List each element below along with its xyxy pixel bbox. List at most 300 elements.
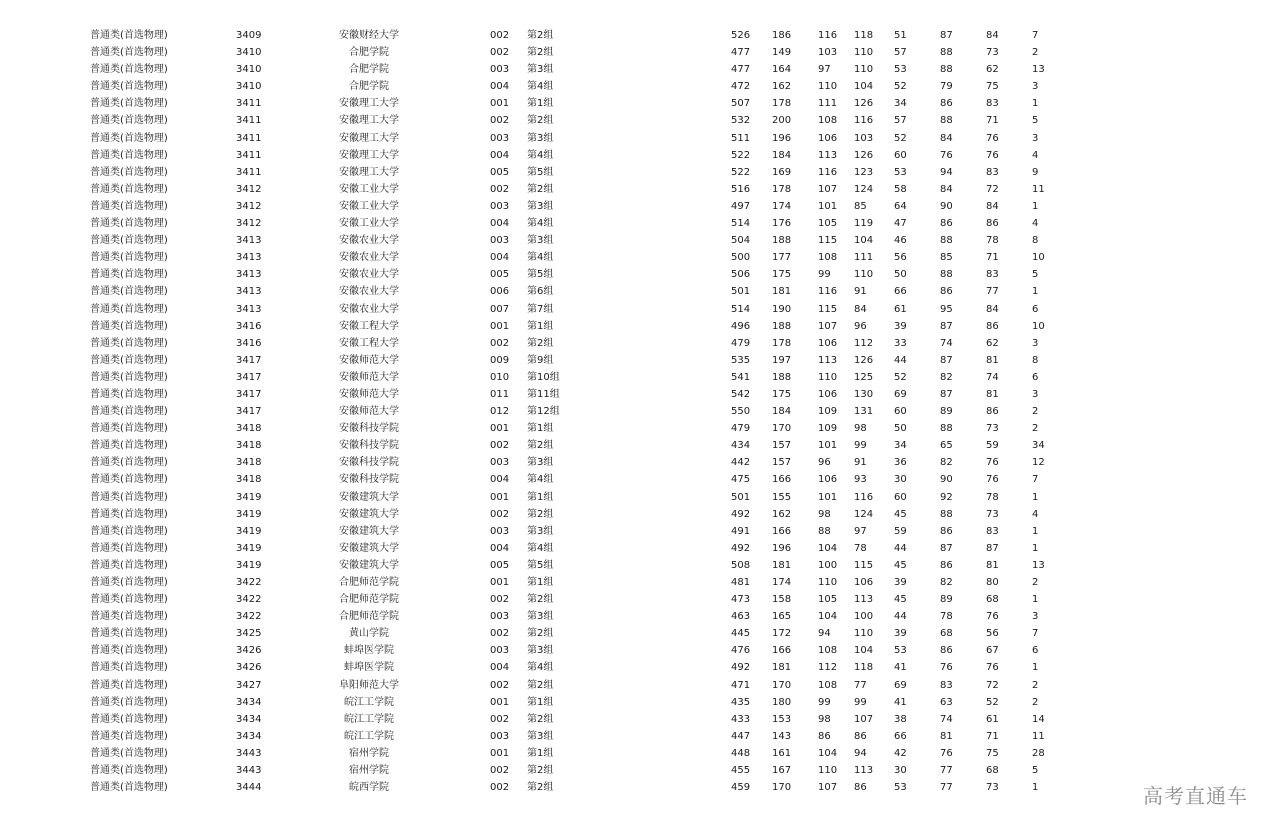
cell-rank-count: 4 (1032, 149, 1039, 161)
cell-category: 普通类(首选物理) (90, 577, 168, 588)
cell-chinese-math-score: 175 (772, 388, 792, 400)
cell-total-score: 471 (731, 679, 751, 691)
cell-score-a: 101 (818, 440, 838, 452)
cell-group-name: 第3组 (527, 730, 554, 742)
cell-score-d: 81 (940, 730, 953, 742)
cell-group-name: 第3组 (527, 611, 554, 623)
cell-score-c: 52 (894, 132, 907, 144)
cell-category: 普通类(首选物理) (90, 508, 168, 520)
cell-category: 普通类(首选物理) (90, 645, 168, 657)
table-row (0, 130, 1280, 147)
cell-group-name: 第2组 (527, 115, 554, 127)
cell-school-code: 3413 (236, 235, 262, 247)
cell-category: 普通类(首选物理) (90, 200, 168, 212)
cell-score-c: 53 (894, 645, 907, 657)
table-row (0, 625, 1280, 642)
cell-score-d: 85 (940, 252, 953, 264)
cell-group-code: 001 (490, 577, 510, 588)
cell-category: 普通类(首选物理) (90, 98, 168, 110)
cell-school-name: 安徽建筑大学 (339, 542, 399, 554)
cell-score-e: 62 (986, 337, 999, 349)
cell-score-a: 106 (818, 474, 838, 486)
cell-school-code: 3413 (236, 252, 262, 264)
cell-group-code: 003 (490, 200, 510, 212)
cell-score-d: 86 (940, 218, 953, 230)
cell-score-c: 56 (894, 252, 907, 264)
cell-score-a: 104 (818, 611, 838, 623)
cell-score-a: 107 (818, 782, 838, 794)
table-row (0, 283, 1280, 300)
cell-chinese-math-score: 167 (772, 765, 792, 777)
cell-chinese-math-score: 166 (772, 474, 792, 486)
cell-score-c: 39 (894, 628, 907, 640)
cell-chinese-math-score: 169 (772, 166, 792, 178)
table-row (0, 454, 1280, 471)
cell-school-code: 3417 (236, 371, 262, 383)
cell-total-score: 516 (731, 183, 751, 195)
table-row (0, 711, 1280, 728)
table-row (0, 164, 1280, 181)
cell-total-score: 542 (731, 388, 751, 400)
cell-score-d: 82 (940, 577, 953, 588)
cell-score-b: 99 (854, 696, 867, 708)
cell-chinese-math-score: 157 (772, 457, 792, 469)
cell-school-name: 蚌埠医学院 (344, 662, 394, 674)
cell-school-name: 安徽农业大学 (339, 303, 399, 315)
cell-group-name: 第5组 (527, 269, 554, 281)
cell-group-code: 003 (490, 64, 510, 76)
cell-score-b: 118 (854, 30, 874, 41)
cell-score-c: 64 (894, 200, 907, 212)
cell-score-c: 60 (894, 491, 907, 503)
cell-category: 普通类(首选物理) (90, 542, 168, 554)
cell-rank-count: 1 (1032, 594, 1039, 606)
cell-group-name: 第2组 (527, 782, 554, 794)
cell-rank-count: 13 (1032, 559, 1045, 571)
cell-school-name: 安徽工程大学 (339, 337, 399, 349)
cell-group-code: 004 (490, 218, 510, 230)
cell-score-c: 41 (894, 696, 907, 708)
cell-group-code: 001 (490, 491, 510, 503)
cell-school-name: 安徽农业大学 (339, 235, 399, 247)
cell-score-d: 92 (940, 491, 953, 503)
cell-category: 普通类(首选物理) (90, 423, 168, 435)
cell-school-code: 3443 (236, 765, 262, 777)
cell-score-e: 83 (986, 269, 999, 281)
cell-score-d: 79 (940, 81, 953, 93)
cell-rank-count: 12 (1032, 457, 1045, 469)
cell-score-c: 45 (894, 559, 907, 571)
cell-score-c: 60 (894, 406, 907, 418)
cell-group-name: 第4组 (527, 474, 554, 486)
cell-school-code: 3412 (236, 200, 262, 212)
cell-category: 普通类(首选物理) (90, 149, 168, 161)
cell-total-score: 472 (731, 81, 751, 93)
cell-school-name: 安徽农业大学 (339, 286, 399, 298)
cell-total-score: 475 (731, 474, 751, 486)
cell-score-c: 47 (894, 218, 907, 230)
cell-group-name: 第4组 (527, 81, 554, 93)
cell-group-code: 001 (490, 423, 510, 435)
cell-total-score: 435 (731, 696, 751, 708)
cell-category: 普通类(首选物理) (90, 679, 168, 691)
cell-group-code: 005 (490, 269, 510, 281)
cell-rank-count: 1 (1032, 200, 1039, 212)
cell-score-b: 123 (854, 166, 874, 178)
table-row (0, 471, 1280, 488)
cell-chinese-math-score: 172 (772, 628, 792, 640)
cell-school-name: 安徽科技学院 (339, 440, 399, 452)
cell-rank-count: 5 (1032, 269, 1039, 281)
cell-category: 普通类(首选物理) (90, 747, 168, 759)
cell-score-b: 125 (854, 371, 874, 383)
cell-score-a: 105 (818, 594, 838, 606)
cell-score-e: 86 (986, 218, 999, 230)
table-row (0, 403, 1280, 420)
cell-score-c: 33 (894, 337, 907, 349)
cell-school-code: 3413 (236, 269, 262, 281)
cell-score-c: 58 (894, 183, 907, 195)
cell-total-score: 496 (731, 320, 751, 332)
cell-rank-count: 2 (1032, 577, 1039, 588)
cell-score-b: 97 (854, 525, 867, 537)
cell-score-c: 52 (894, 371, 907, 383)
table-row (0, 215, 1280, 232)
cell-rank-count: 3 (1032, 337, 1039, 349)
cell-chinese-math-score: 157 (772, 440, 792, 452)
cell-chinese-math-score: 190 (772, 303, 792, 315)
cell-score-a: 105 (818, 218, 838, 230)
cell-score-b: 126 (854, 98, 874, 110)
cell-school-code: 3412 (236, 183, 262, 195)
cell-school-name: 安徽理工大学 (339, 132, 399, 144)
cell-score-a: 113 (818, 149, 838, 161)
table-row (0, 420, 1280, 437)
cell-chinese-math-score: 196 (772, 132, 792, 144)
cell-score-d: 83 (940, 679, 953, 691)
cell-school-name: 安徽科技学院 (339, 423, 399, 435)
cell-rank-count: 1 (1032, 98, 1039, 110)
cell-chinese-math-score: 178 (772, 183, 792, 195)
cell-score-e: 76 (986, 611, 999, 623)
cell-score-a: 107 (818, 320, 838, 332)
cell-score-a: 98 (818, 713, 831, 725)
cell-score-e: 84 (986, 303, 999, 315)
cell-chinese-math-score: 188 (772, 235, 792, 247)
cell-score-b: 116 (854, 491, 874, 503)
cell-score-c: 51 (894, 30, 907, 41)
cell-category: 普通类(首选物理) (90, 30, 168, 41)
cell-group-name: 第2组 (527, 765, 554, 777)
table-row (0, 335, 1280, 352)
cell-category: 普通类(首选物理) (90, 252, 168, 264)
cell-group-code: 003 (490, 645, 510, 657)
cell-score-e: 81 (986, 388, 999, 400)
cell-group-name: 第5组 (527, 559, 554, 571)
cell-chinese-math-score: 188 (772, 320, 792, 332)
cell-score-b: 96 (854, 320, 867, 332)
cell-score-d: 68 (940, 628, 953, 640)
table-row (0, 301, 1280, 318)
cell-group-name: 第11组 (527, 388, 560, 400)
cell-group-code: 004 (490, 149, 510, 161)
cell-score-e: 75 (986, 747, 999, 759)
cell-score-d: 77 (940, 765, 953, 777)
cell-school-name: 合肥师范学院 (339, 611, 399, 623)
cell-score-e: 83 (986, 525, 999, 537)
cell-category: 普通类(首选物理) (90, 337, 168, 349)
cell-score-a: 101 (818, 491, 838, 503)
cell-school-code: 3410 (236, 81, 262, 93)
cell-school-name: 安徽工业大学 (339, 218, 399, 230)
cell-total-score: 455 (731, 765, 751, 777)
cell-group-code: 002 (490, 782, 510, 794)
cell-score-d: 89 (940, 406, 953, 418)
cell-group-code: 002 (490, 337, 510, 349)
cell-school-code: 3434 (236, 696, 262, 708)
cell-score-c: 44 (894, 611, 907, 623)
cell-score-d: 86 (940, 98, 953, 110)
cell-score-d: 86 (940, 559, 953, 571)
cell-score-b: 106 (854, 577, 874, 588)
table-row (0, 591, 1280, 608)
cell-school-name: 安徽师范大学 (339, 406, 399, 418)
cell-chinese-math-score: 176 (772, 218, 792, 230)
cell-score-e: 72 (986, 679, 999, 691)
cell-total-score: 535 (731, 354, 751, 366)
cell-group-name: 第3组 (527, 132, 554, 144)
cell-group-name: 第5组 (527, 166, 554, 178)
cell-score-e: 76 (986, 662, 999, 674)
cell-group-name: 第2组 (527, 508, 554, 520)
cell-score-c: 53 (894, 166, 907, 178)
cell-category: 普通类(首选物理) (90, 81, 168, 93)
cell-school-name: 安徽师范大学 (339, 354, 399, 366)
table-row (0, 386, 1280, 403)
cell-score-d: 88 (940, 47, 953, 59)
table-row (0, 352, 1280, 369)
cell-score-b: 86 (854, 730, 867, 742)
cell-total-score: 442 (731, 457, 751, 469)
cell-group-name: 第3组 (527, 200, 554, 212)
cell-rank-count: 8 (1032, 354, 1039, 366)
cell-score-a: 108 (818, 679, 838, 691)
table-row (0, 506, 1280, 523)
cell-school-name: 合肥学院 (349, 64, 389, 76)
cell-group-name: 第4组 (527, 218, 554, 230)
cell-school-name: 安徽财经大学 (339, 30, 399, 41)
cell-score-a: 109 (818, 423, 838, 435)
cell-group-code: 002 (490, 765, 510, 777)
cell-category: 普通类(首选物理) (90, 765, 168, 777)
cell-score-e: 74 (986, 371, 999, 383)
cell-score-a: 110 (818, 81, 838, 93)
table-row (0, 489, 1280, 506)
cell-rank-count: 13 (1032, 64, 1045, 76)
cell-score-a: 110 (818, 765, 838, 777)
cell-score-a: 88 (818, 525, 831, 537)
cell-score-d: 88 (940, 235, 953, 247)
cell-school-name: 安徽理工大学 (339, 98, 399, 110)
cell-score-a: 94 (818, 628, 831, 640)
table-row (0, 608, 1280, 625)
cell-school-name: 宿州学院 (349, 765, 389, 777)
cell-score-b: 104 (854, 81, 874, 93)
cell-group-code: 001 (490, 747, 510, 759)
cell-score-e: 77 (986, 286, 999, 298)
cell-chinese-math-score: 181 (772, 662, 792, 674)
cell-score-c: 30 (894, 474, 907, 486)
cell-category: 普通类(首选物理) (90, 440, 168, 452)
cell-score-b: 100 (854, 611, 874, 623)
cell-score-a: 116 (818, 30, 838, 41)
cell-chinese-math-score: 184 (772, 406, 792, 418)
cell-score-c: 57 (894, 115, 907, 127)
cell-group-name: 第3组 (527, 645, 554, 657)
cell-chinese-math-score: 180 (772, 696, 792, 708)
cell-score-b: 124 (854, 508, 874, 520)
cell-school-code: 3417 (236, 388, 262, 400)
cell-rank-count: 34 (1032, 440, 1045, 452)
table-row (0, 61, 1280, 78)
cell-total-score: 506 (731, 269, 751, 281)
cell-chinese-math-score: 184 (772, 149, 792, 161)
cell-score-c: 66 (894, 730, 907, 742)
cell-score-e: 83 (986, 166, 999, 178)
cell-score-c: 44 (894, 354, 907, 366)
cell-score-b: 77 (854, 679, 867, 691)
cell-rank-count: 1 (1032, 542, 1039, 554)
cell-school-code: 3418 (236, 440, 262, 452)
cell-score-a: 107 (818, 183, 838, 195)
cell-score-c: 41 (894, 662, 907, 674)
cell-school-name: 宿州学院 (349, 747, 389, 759)
cell-group-code: 004 (490, 252, 510, 264)
cell-school-code: 3422 (236, 611, 262, 623)
cell-group-name: 第2组 (527, 713, 554, 725)
cell-rank-count: 3 (1032, 81, 1039, 93)
cell-score-d: 65 (940, 440, 953, 452)
cell-group-code: 005 (490, 166, 510, 178)
cell-rank-count: 6 (1032, 303, 1039, 315)
cell-group-name: 第12组 (527, 406, 560, 418)
cell-score-d: 77 (940, 782, 953, 794)
cell-score-a: 101 (818, 200, 838, 212)
cell-score-e: 83 (986, 98, 999, 110)
cell-group-code: 002 (490, 47, 510, 59)
cell-total-score: 504 (731, 235, 751, 247)
cell-category: 普通类(首选物理) (90, 303, 168, 315)
cell-group-code: 003 (490, 457, 510, 469)
cell-group-name: 第1组 (527, 696, 554, 708)
cell-score-b: 113 (854, 765, 874, 777)
cell-score-e: 71 (986, 730, 999, 742)
cell-score-d: 86 (940, 525, 953, 537)
cell-chinese-math-score: 143 (772, 730, 792, 742)
cell-school-code: 3427 (236, 679, 262, 691)
cell-total-score: 508 (731, 559, 751, 571)
cell-score-b: 110 (854, 64, 874, 76)
cell-group-name: 第4组 (527, 542, 554, 554)
cell-school-name: 安徽建筑大学 (339, 525, 399, 537)
cell-group-code: 001 (490, 98, 510, 110)
cell-chinese-math-score: 149 (772, 47, 792, 59)
cell-score-d: 76 (940, 662, 953, 674)
cell-category: 普通类(首选物理) (90, 457, 168, 469)
cell-score-c: 39 (894, 320, 907, 332)
cell-school-name: 安徽理工大学 (339, 149, 399, 161)
cell-score-e: 73 (986, 508, 999, 520)
cell-category: 普通类(首选物理) (90, 269, 168, 281)
cell-category: 普通类(首选物理) (90, 388, 168, 400)
cell-score-a: 104 (818, 747, 838, 759)
cell-group-name: 第1组 (527, 577, 554, 588)
cell-score-b: 124 (854, 183, 874, 195)
cell-score-b: 113 (854, 594, 874, 606)
cell-score-d: 94 (940, 166, 953, 178)
cell-school-name: 皖西学院 (349, 782, 389, 794)
cell-rank-count: 10 (1032, 320, 1045, 332)
cell-group-code: 012 (490, 406, 510, 418)
cell-score-b: 98 (854, 423, 867, 435)
cell-school-name: 皖江工学院 (344, 696, 394, 708)
cell-category: 普通类(首选物理) (90, 47, 168, 59)
cell-score-b: 91 (854, 286, 867, 298)
cell-group-code: 001 (490, 320, 510, 332)
cell-score-a: 115 (818, 303, 838, 315)
cell-score-e: 67 (986, 645, 999, 657)
cell-score-a: 110 (818, 371, 838, 383)
cell-score-e: 52 (986, 696, 999, 708)
cell-score-a: 110 (818, 577, 838, 588)
cell-score-e: 68 (986, 594, 999, 606)
cell-chinese-math-score: 197 (772, 354, 792, 366)
cell-score-a: 99 (818, 696, 831, 708)
cell-score-e: 73 (986, 782, 999, 794)
cell-score-d: 82 (940, 371, 953, 383)
cell-group-code: 001 (490, 696, 510, 708)
cell-school-name: 安徽理工大学 (339, 166, 399, 178)
cell-category: 普通类(首选物理) (90, 713, 168, 725)
cell-school-code: 3425 (236, 628, 262, 640)
cell-category: 普通类(首选物理) (90, 166, 168, 178)
cell-school-name: 合肥学院 (349, 81, 389, 93)
cell-category: 普通类(首选物理) (90, 320, 168, 332)
cell-total-score: 526 (731, 30, 751, 41)
table-row (0, 694, 1280, 711)
cell-total-score: 492 (731, 542, 751, 554)
cell-score-c: 34 (894, 440, 907, 452)
table-row (0, 745, 1280, 762)
cell-score-b: 103 (854, 132, 874, 144)
cell-score-a: 96 (818, 457, 831, 469)
watermark: 高考直通车 (1143, 784, 1248, 808)
cell-rank-count: 3 (1032, 388, 1039, 400)
cell-group-code: 009 (490, 354, 510, 366)
cell-chinese-math-score: 165 (772, 611, 792, 623)
cell-score-d: 88 (940, 115, 953, 127)
cell-score-a: 108 (818, 252, 838, 264)
table-row (0, 27, 1280, 44)
cell-score-c: 57 (894, 47, 907, 59)
cell-score-b: 78 (854, 542, 867, 554)
cell-rank-count: 5 (1032, 765, 1039, 777)
cell-score-c: 66 (894, 286, 907, 298)
cell-chinese-math-score: 170 (772, 679, 792, 691)
cell-school-code: 3434 (236, 713, 262, 725)
cell-score-d: 87 (940, 542, 953, 554)
cell-score-e: 78 (986, 235, 999, 247)
